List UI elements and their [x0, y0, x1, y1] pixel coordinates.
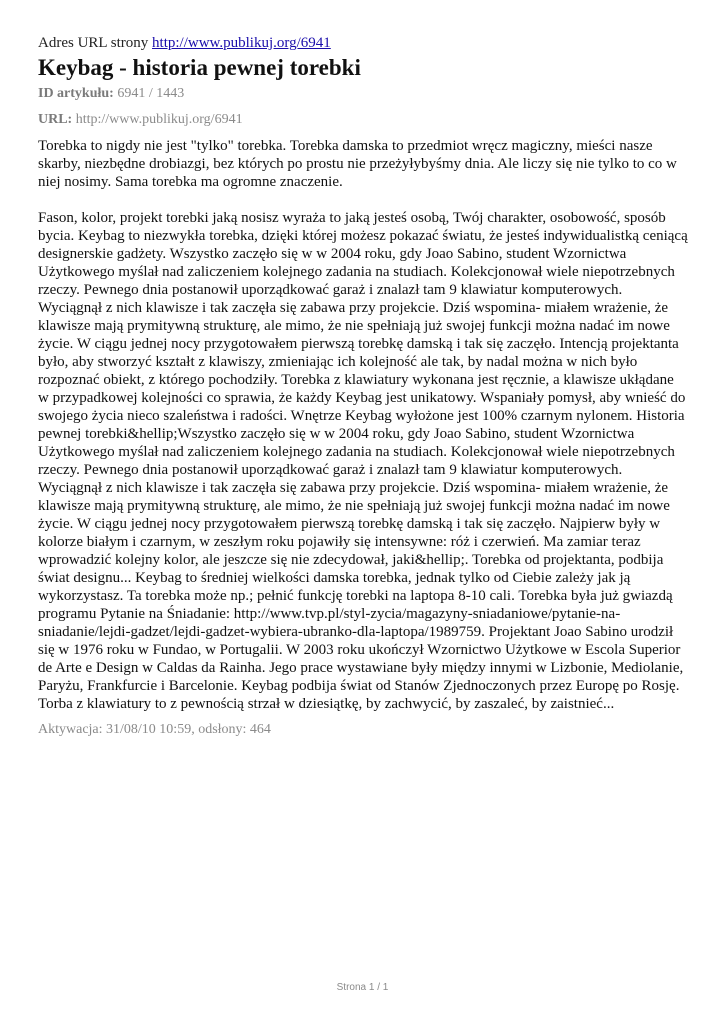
- article-paragraph-1: Torebka to nigdy nie jest "tylko" torebka. Torebka damska to przedmiot wręcz magiczny, mieści nasze skarby, niezbędne drobiazgi, bez których po prostu nie przeżyłybyśmy dnia. Ale liczy się nie tylko to co w niej nosimy. Sama torebka ma ogromne znaczenie.: [38, 138, 677, 190]
- article-url-value: http://www.publikuj.org/6941: [75, 112, 243, 127]
- activation-info: Aktywacja: 31/08/10 10:59, odsłony: 464: [38, 722, 271, 737]
- document-page: [38, 34, 688, 739]
- article-paragraph-2: Fason, kolor, projekt torebki jaką nosisz wyraża to jaką jesteś osobą, Twój charakter, osobowość, sposób bycia. Keybag to niezwykła torebka, dzięki której możesz pokazać światu, że jesteś indywidualistką ceniącą designerskie gadżety. Wszystko zaczęło się w w 2004 roku, gdy Joao Sabino, student Wzornictwa Użytkowego myślał nad zaliczeniem kolejnego zadania na studiach. Kolekcjonował wiele niepotrzebnych rzeczy. Pewnego dnia postanowił uporządkować garaż i znalazł tam 9 klawiatur komputerowych. Wyciągnął z nich klawisze i tak zaczęła się zabawa przy projekcie. Dziś wspomina- miałem wrażenie, że klawisze mają prymitywną strukturę, ale mimo, że nie spełniają już swojej funkcji można nadać im nowe życie. W ciągu jednej nocy przygotowałem pierwszą torebkę damską i tak się zaczęło. Intencją projektanta było, aby stworzyć kształt z klawiszy, zmieniając ich kolejność ale tak, by nadal można w nich było rozpoznać obiekt, z którego pochodziły. Torebka z klawiatury wykonana jest ręcznie, a klawisze ukłądane w przypadkowej kolejności co sprawia, że każdy Keybag jest unikatowy. Wspaniały pomysł, aby wnieść do swojego życia nieco szaleństwa i radości. Wnętrze Keybag wyłożone jest 100% czarnym nylonem. Historia pewnej torebki&hellip;Wszystko zaczęło się w w 2004 roku, gdy Joao Sabino, student Wzornictwa Użytkowego myślał nad zaliczeniem kolejnego zadania na studiach. Kolekcjonował wiele niepotrzebnych rzeczy. Pewnego dnia postanowił uporządkować garaż i znalazł tam 9 klawiatur komputerowych. Wyciągnął z nich klawisze i tak zaczęła się zabawa przy projekcie. Dziś wspomina- miałem wrażenie, że klawisze mają prymitywną strukturę, ale mimo, że nie spełniają już swojej funkcji można nadać im nowe życie. W ciągu jednej nocy przygotowałem pierwszą torebkę damską i tak się zaczęło. Najpierw były w kolorze białym i czarnym, w zeszłym roku pojawiły się intensywne: róż i czerwień. Ma zamiar teraz wprowadzić kolejny kolor, ale jeszcze się nie zdecydował, jaki&hellip;. Torebka od projektanta, podbija świat designu... Keybag to średniej wielkości damska torebka, jednak tylko od Ciebie zależy jak ją wykorzystasz. Ta torebka może np.; pełnić funkcję torebki na laptopa 8-10 cali. Torebka była już gwiazdą programu Pytanie na Śniadanie: http://www.tvp.pl/styl-zycia/magazyny-sniadaniowe/pytanie-na-sniadanie/lejdi-gadzet/lejdi-gadzet-wybiera-ubranko-dla-laptopa/1989759. Projektant Joao Sabino urodził się w 1976 roku w Fundao, w Portugalii. W 2003 roku ukończył Wzornictwo Użytkowe w Escola Superior de Arte e Design w Caldas da Rainha. Jego prace wystawiane były między innymi w Lizbonie, Mediolanie, Paryżu, Frankfurcie i Barcelonie. Keybag podbija świat od Stanów Zjednoczonych przez Europę po Rosję. Torba z klawiatury to z pewnością strzał w dziesiątkę, by zachwycić, by zaszaleć, by zaistnieć...: [38, 210, 688, 712]
- article-id-label: ID artykułu:: [38, 86, 114, 101]
- source-url-link[interactable]: http://www.publikuj.org/6941: [152, 35, 331, 51]
- article-id-line: [38, 85, 688, 103]
- article-url-label: URL:: [38, 112, 73, 127]
- article-title: Keybag - historia pewnej torebki: [38, 55, 361, 80]
- page-number: Strona 1 / 1: [336, 982, 389, 993]
- article-id-value: 6941 / 1443: [117, 86, 185, 101]
- article-url-line: [38, 111, 688, 129]
- url-prefix-label: Adres URL strony: [38, 35, 149, 51]
- source-url-line: [38, 34, 688, 52]
